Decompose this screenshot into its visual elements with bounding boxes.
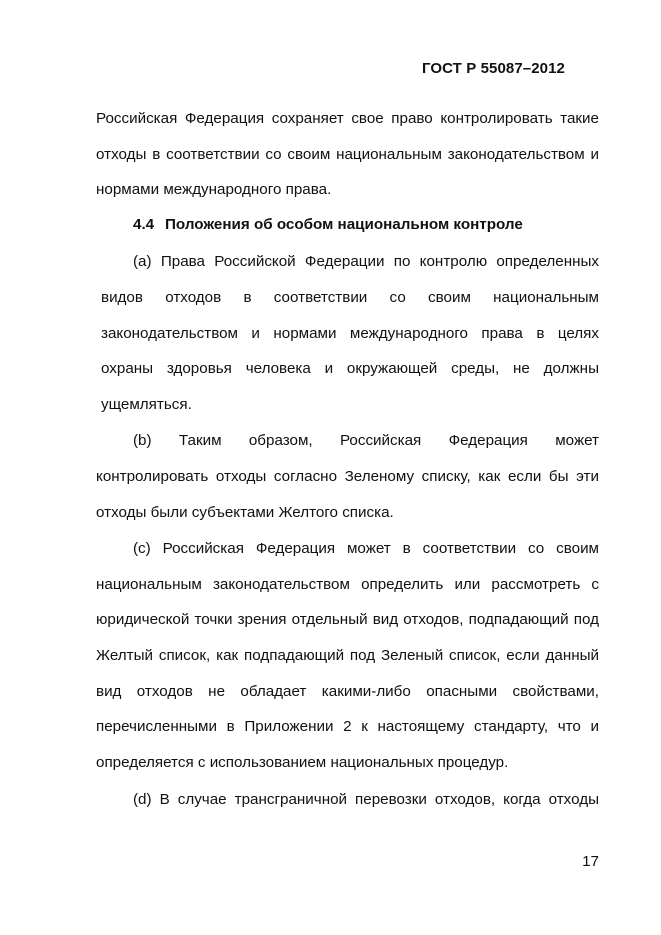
text-line: (d) В случае трансграничной перевозки отходов, когда отходы (133, 791, 599, 808)
text-line: юридической точки зрения отдельный вид отходов, подпадающий под (96, 611, 599, 628)
text-line: национальным законодательством определить или рассмотреть с (96, 576, 599, 593)
text-line: охраны здоровья человека и окружающей среды, не должны (101, 360, 599, 377)
text-line: ущемляться. (101, 396, 192, 413)
text-line: законодательством и нормами международного права в целях (101, 325, 599, 342)
text-line: (a) Права Российской Федерации по контролю определенных (133, 253, 599, 270)
text-line: определяется с использованием национальных процедур. (96, 754, 509, 771)
text-line: контролировать отходы согласно Зеленому списку, как если бы эти (96, 468, 599, 485)
standard-id-header: ГОСТ Р 55087–2012 (421, 60, 565, 77)
text-line: Желтый список, как подпадающий под Зеленый список, если данный (96, 647, 599, 664)
page-number: 17 (582, 853, 599, 870)
section-heading (133, 215, 523, 235)
text-line: нормами международного права. (96, 181, 332, 198)
text-line: видов отходов в соответствии со своим национальным (101, 289, 599, 306)
text-line: Российская Федерация сохраняет свое право контролировать такие (96, 110, 599, 127)
text-line: вид отходов не обладает какими-либо опасными свойствами, (96, 683, 599, 700)
section-title: Положения об особом национальном контроле (165, 216, 523, 233)
text-line: (c) Российская Федерация может в соответствии со своим (133, 540, 599, 557)
text-line: отходы в соответствии со своим национальным законодательством и (96, 146, 599, 163)
text-line: (b) Таким образом, Российская Федерация может (133, 432, 599, 449)
section-number: 4.4 (133, 216, 155, 233)
text-line: отходы были субъектами Желтого списка. (96, 504, 394, 521)
text-line: перечисленными в Приложении 2 к настоящему стандарту, что и (96, 718, 599, 735)
